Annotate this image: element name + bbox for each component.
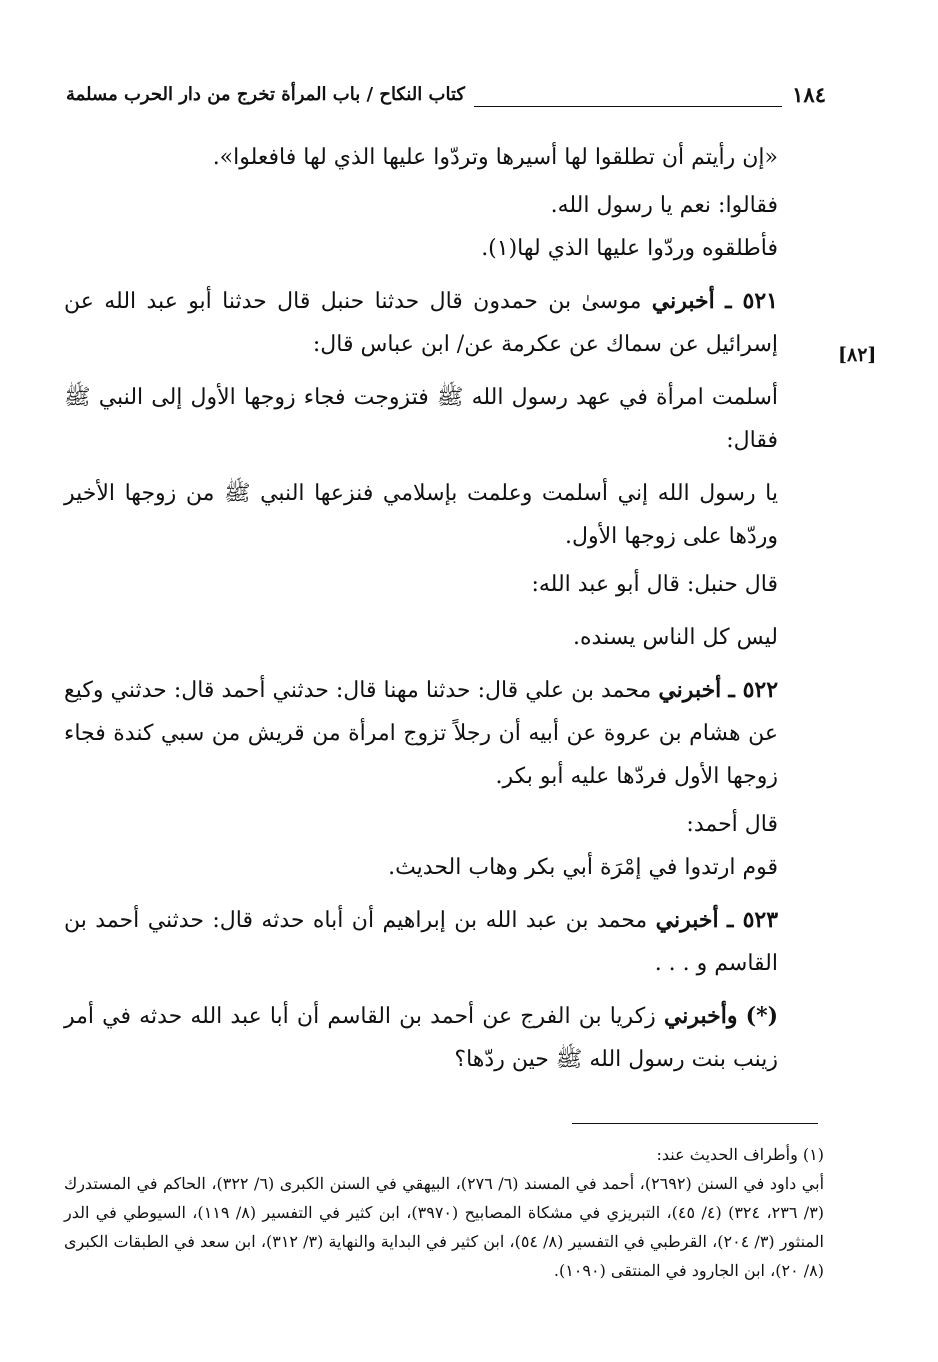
paragraph: قال حنبل: قال أبو عبد الله: [531,572,778,597]
paragraph: ليس كل الناس يسنده. [573,625,778,650]
paragraph: «إن رأيتم أن تطلقوا لها أسيرها وتردّوا عليها الذي لها فافعلوا». [212,145,778,170]
wa-akhbarani: وأخبرني [663,1003,738,1029]
asterisk-marker: (*) [745,1003,778,1029]
page-number: ١٨٤ [792,82,826,107]
hadith-number: ٥٢٣ ـ [727,907,779,933]
header-rule [474,106,782,107]
akhbarani: أخبرني [651,288,715,314]
paragraph: قوم ارتدوا في إمْرَة أبي بكر وهاب الحديث. [388,855,778,880]
akhbarani: أخبرني [655,907,719,933]
footnotes [64,1140,824,1285]
hadith-number: ٥٢٢ ـ [728,677,779,703]
footnote-body: أبي داود في السنن (٢٦٩٢)، أحمد في المسند (٦/ ٢٧٦)، البيهقي في السنن الكبرى (٦/ ٣٢٢)، الحاكم في المستدرك (٣/ ٢٣٦، ٣٢٤) (٤/ ٤٥)، التبريزي في مشكاة المصابيح (٣٩٧٠)، ابن كثير في التفسير (٨/ ١١٩)، السيوطي في الدر المنثور (٣/ ٢٠٤)، القرطبي في التفسير (٨/ ٥٤)، ابن كثير في البداية والنهاية (٣/ ٣١٢)، ابن سعد في الطبقات الكبرى (٨/ ٢٠)، ابن الجارود في المنتقى (١٠٩٠). [64,1174,825,1280]
paragraph: (*) وأخبرني زكريا بن الفرج عن أحمد بن القاسم أن أبا عبد الله حدثه في أمر زينب بنت رسول الله ﷺ حين ردّها؟ [64,1003,778,1072]
footnote-heading: (١) وأطراف الحديث عند: [656,1145,824,1164]
paragraph: أسلمت امرأة في عهد رسول الله ﷺ فتزوجت فجاء زوجها الأول إلى النبي ﷺ فقال: [64,385,778,453]
hadith-523: ٥٢٣ ـ أخبرني محمد بن عبد الله بن إبراهيم أن أباه حدثه قال: حدثني أحمد بن القاسم و . . . [64,907,779,976]
paragraph: قال أحمد: [686,812,778,837]
margin-reference: [٨٢] [838,344,877,366]
running-title: كتاب النكاح / باب المرأة تخرج من دار الحرب مسلمة [66,84,465,105]
hadith-522: ٥٢٢ ـ أخبرني محمد بن علي قال: حدثنا مهنا قال: حدثني أحمد قال: حدثني وكيع عن هشام بن عروة عن أبيه أن رجلاً تزوج امرأة من قريش من سبي كندة فجاء زوجها الأول فردّها عليه أبو بكر. [64,677,779,789]
page-header [66,82,826,112]
paragraph: فقالوا: نعم يا رسول الله. [550,193,778,218]
hadith-521: ٥٢١ ـ أخبرني موسىٰ بن حمدون قال حدثنا حنبل قال حدثنا أبو عبد الله عن إسرائيل عن سماك عن عكرمة عن/ ابن عباس قال: [64,288,778,357]
paragraph: فأطلقوه وردّوا عليها الذي لها(١). [481,236,778,261]
paragraph: يا رسول الله إني أسلمت وعلمت بإسلامي فنزعها النبي ﷺ من زوجها الأخير وردّها على زوجها الأول. [64,481,778,549]
footnote-rule [572,1123,818,1124]
akhbarani: أخبرني [658,677,722,703]
main-text [64,136,826,1086]
hadith-number: ٥٢١ ـ [725,288,778,314]
